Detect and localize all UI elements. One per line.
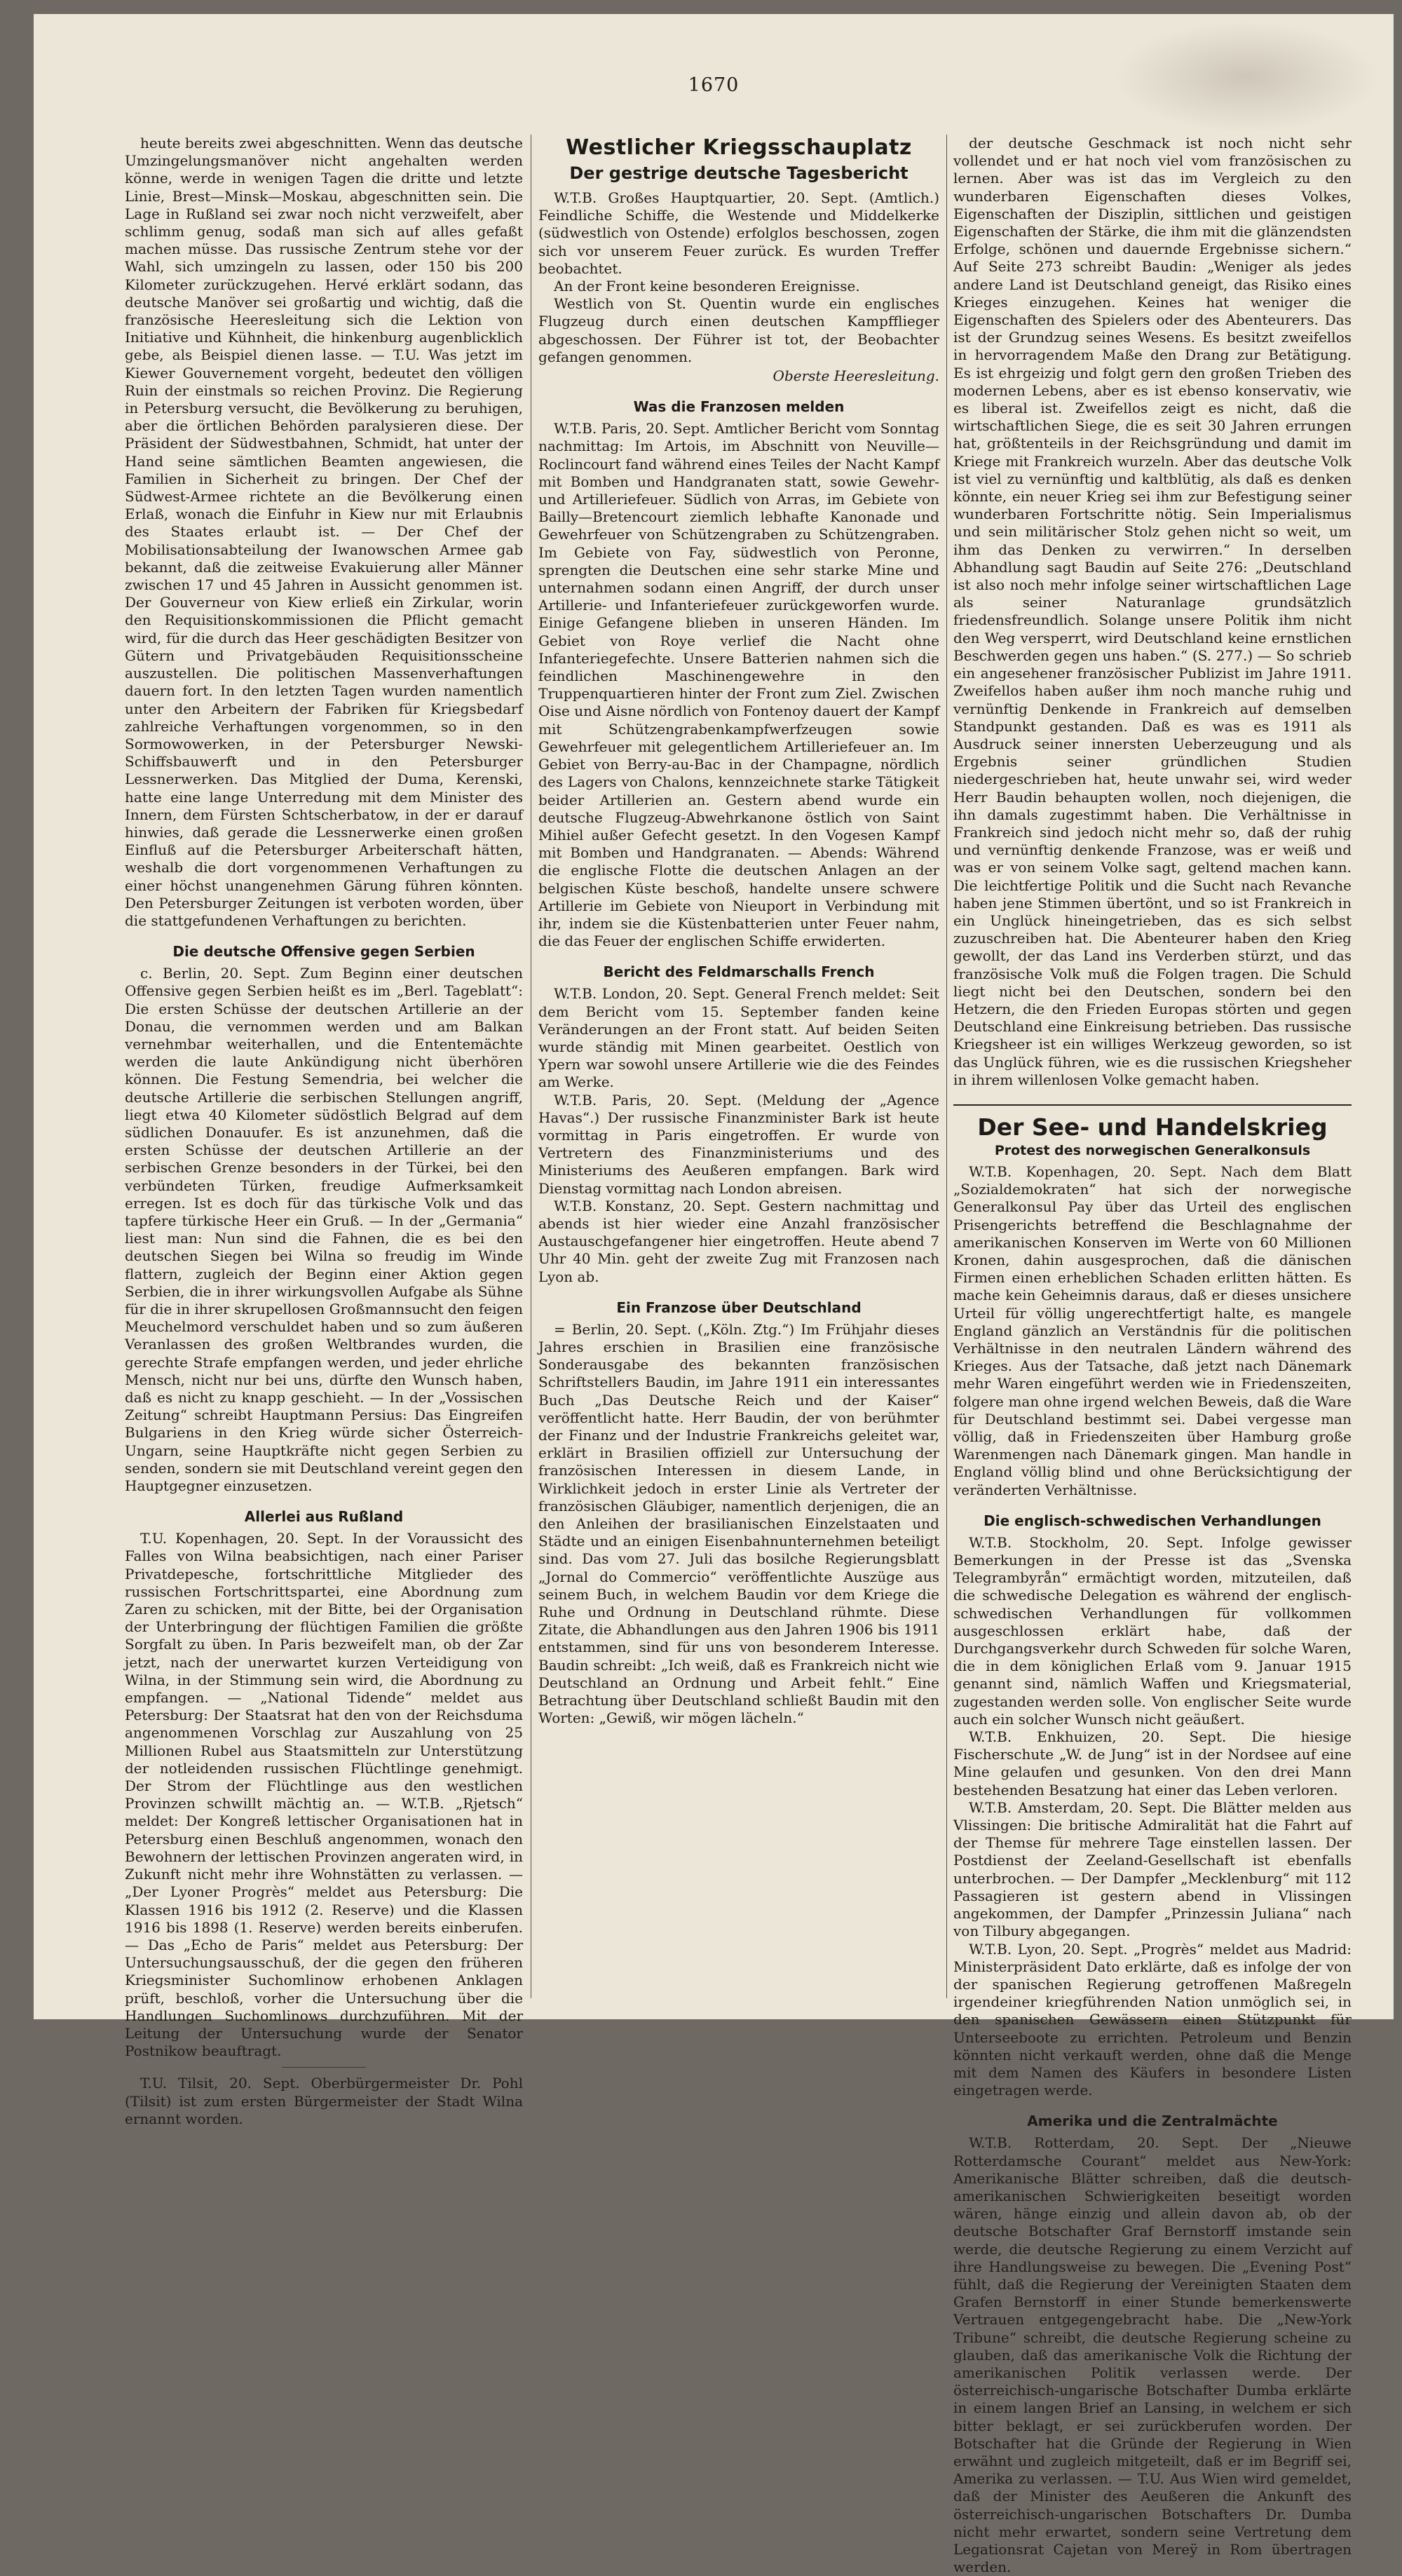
enkhuizen-text: W.T.B. Enkhuizen, 20. Sept. Die hiesige Fischerschute „W. de Jung“ ist in der Nordsee auf eine Mine gelaufen und gesunken. Von den drei Mann bestehenden Besatzung hat einer das Leben verloren. [953,1728,1352,1798]
headline-french-fieldmarshal: Bericht des Feldmarschalls French [603,963,875,981]
headline-french-report: Was die Franzosen melden [633,398,845,416]
amsterdam-text: W.T.B. Amsterdam, 20. Sept. Die Blätter melden aus Vlissingen: Die britische Admiralität hat die Fahrt auf der Themse für mehrere Tage einstellen lassen. Der Postdienst der Zeeland-Gesellschaft ist ebenfalls unterbrochen. — Der Dampfer „Mecklenburg“ mit 112 Passagieren ist gestern abend in Vlissingen angekommen, der Dampfer „Prinzessin Juliana“ nach von Tilbury abgegangen. [953,1798,1352,1940]
report-front-text: An der Front keine besonderen Ereignisse. [554,278,860,295]
newspaper-page [34,14,1394,2576]
french-report-text: W.T.B. Paris, 20. Sept. Amtlicher Bericht vom Sonntag nachmittag: Im Artois, im Abschnitt von Neuville—Roclincourt fand während eines Teiles der Nacht Kampf mit Bomben und Handgranaten statt, sowie Gewehr- und Artilleriefeuer. Südlich von Arras, im Gebiete von Bailly—Bretencourt ziemlich lebhafte Kanonade und Gewehrfeuer von Schützengraben zu Schützengraben. Im Gebiete von Fay, südwestlich von Peronne, sprengten die Deutschen eine sehr starke Mine und unternahmen sodann einen Angriff, der durch unser Artillerie- und Infanteriefeuer zurückgeworfen wurde. Einige Gefangene blieben in unseren Händen. Im Gebiet von Roye verlief die Nacht ohne Infanteriegefechte. Unsere Batterien nahmen sich die feindlichen Maschinengewehre in den Truppenquartieren hinter der Front zum Ziel. Zwischen Oise und Aisne nördlich von Fontenoy dauert der Kampf mit Schützengrabenkampfwerfzeugen sowie Gewehrfeuer mit gelegentlichem Artilleriefeuer an. Im Gebiet von Berry-au-Bac in der Champagne, nördlich des Lagers von Chalons, kennzeichnete starke Tätigkeit beider Artillerien an. Gestern abend wurde ein deutsche Flugzeug-Abwehrkanone östlich von Saint Mihiel außer Gefecht gesetzt. In den Vogesen Kampf mit Bomben und Handgranaten. — Abends: Während die englische Flotte die deutschen Anlagen an der belgischen Küste beschoß, handelte unsere schwere Artillerie im Gebiete von Nieuport in Verbindung mit ihr, indem sie die Küstenbatterien unter Feuer nahm, die das Feuer der englischen Schiffe erwiderten. [538,420,939,950]
konstanz-text: W.T.B. Konstanz, 20. Sept. Gestern nachmittag und abends ist hier wieder eine Anzahl französischer Austauschgefangener hier eingetroffen. Heute abend 7 Uhr 40 Min. geht der zweite Zug mit Franzosen nach Lyon ab. [538,1197,939,1285]
bark-paris-text: W.T.B. Paris, 20. Sept. (Meldung der „Agence Havas“.) Der russische Finanzminister Bark ist heute vormittag in Paris eingetroffen. Er wurde von Vertretern des Finanzministeriums und des Ministeriums des Aeußeren empfangen. Bark wird Dienstag vormittag nach London abreisen. [538,1091,939,1197]
headline-allerlei-russland: Allerlei aus Rußland [244,1508,404,1526]
separator [282,2067,366,2068]
report-flugzeug-text: Westlich von St. Quentin wurde ein englisches Flugzeug durch einen deutschen Kampfflieger abgeschossen. Der Führer ist tot, der Beobachter gefangen genommen. [538,295,939,365]
report-ships-text: W.T.B. Großes Hauptquartier, 20. Sept. (Amtlich.) Feindliche Schiffe, die Westende und Middelkerke (südwestlich von Ostende) erfolglos beschossen, zogen sich vor unserem Feuer zurück. Es wurden Treffer beobachtet. [538,189,939,277]
baudin-continued-text: der deutsche Geschmack ist noch nicht sehr vollendet und er hat noch viel vom französischen zu lernen. Aber was ist das im Vergleich zu den wunderbaren Eigenschaften dieses Volkes, Eigenschaften der Disziplin, sittlichen und geistigen Eigenschaften der Stärke, die ihm mit die glänzendsten Erfolge, schönen und dauernde Ergebnisse sichern.“ Auf Seite 273 schreibt Baudin: „Weniger als jedes andere Land ist Deutschland geneigt, das Risiko eines Krieges einzugehen. Keines hat weniger die Eigenschaften des Spielers oder des Abenteurers. Das ist der Grundzug seines Wesens. Es besitzt zweifellos in hervorragendem Maße den Drang zur Betätigung. Es ist ehrgeizig und folgt gern den großen Trieben des modernen Lebens, aber es ist ebenso konservativ, wie es liberal ist. Zweifellos zeigt es nicht, daß die wirtschaftlichen Siege, die es seit 30 Jahren errungen hat, größtenteils in der Reichsgründung und damit im Kriege mit Frankreich wurzeln. Aber das deutsche Volk ist viel zu vernünftig und kaltblütig, als daß es denken könnte, ein neuer Krieg sei ihm zur Befestigung seiner wunderbaren Fortschritte nötig. Sein Imperialismus und sein militärischer Stolz gehen nicht so weit, um ihm das Denken zu verwirren.“ In derselben Abhandlung sagt Baudin auf Seite 276: „Deutschland ist also noch mehr infolge seiner wirtschaftlichen Lage als seiner Naturanlage grundsätzlich friedensfreundlich. Solange unsere Politik ihm nicht den Weg versperrt, wird Deutschland keine ernstlichen Beschwerden gegen uns haben.“ (S. 277.) — So schrieb ein angesehener französischer Publizist im Jahre 1911. Zweifellos haben außer ihm noch manche ruhig und vernünftig Denkende in Frankreich auf demselben Standpunkt gestanden. Daß es was es 1911 als Ausdruck seiner innersten Ueberzeugung und als Ergebnis seiner gründlichen Studien niedergeschrieben hat, heute unwahr sei, wird weder Herr Baudin behaupten wollen, noch diejenigen, die ihn damals zugestimmt haben. Die Verhältnisse in Frankreich sind jedoch nicht mehr so, daß der ruhig und vernünftig denkende Franzose, was er weiß und was er von seinem Volke sagt, geltend machen kann. Die leichtfertige Politik und die Sucht nach Revanche haben jene Stimmen übertönt, und so ist Frankreich in ein Unglück hineingetrieben, das es sich selbst zuzuschreiben hat. Die Abenteurer haben den Krieg gewollt, der das Land ins Verderben stürzt, und das französische Volk muß die Folgen tragen. Die Schuld liegt nicht bei den Deutschen, sondern bei den Hetzern, die den Frieden Europas störten und gegen Deutschland eine Einkreisung betrieben. Das russische Kriegsheer ist ein williges Werkzeug geworden, so ist das Unglück führen, wie es die russischen Kriegsheher in ihrem willenlosen Volke gemacht haben. [953,135,1352,1088]
subheadline-daily-report: Der gestrige deutsche Tagesbericht [569,163,908,183]
article-serbia-text: c. Berlin, 20. Sept. Zum Beginn einer deutschen Offensive gegen Serbien heißt es im „Berl. Tageblatt“: Die ersten Schüsse der deutschen Artillerie an der Donau, die vernommen werden und am Balkan vernehmbar weiterhallen, und die Ententemächte werden die laute Ankündigung nicht überhören können. Die Festung Semendria, bei welcher die deutsche Artillerie die serbischen Stellungen angriff, liegt etwa 40 Kilometer südöstlich Belgrad auf dem südlichen Donauufer. Es ist anzunehmen, daß die ersten Schüsse der deutschen Artillerie an der serbischen Grenze besonders in der Türkei, bei den verbündeten Türken, freudige Aufmerksamkeit erregen. Ist es doch für das türkische Volk und das tapfere türkische Heer ein Gruß. — In der „Germania“ liest man: Nun sind die Fahnen, die es bei den deutschen Siegen bei Wilna so freudig im Winde flattern, zugleich der Beginn einer Aktion gegen Serbien, die in ihrer wirkungsvollen Aufgabe als Sühne für die in ihrer skrupellosen Großmannsucht den feigen Meuchelmord verschuldet haben und so zum äußeren Veranlassen des großen Weltbrandes wurden, die gerechte Strafe empfangen werden, und jeder ehrliche Mensch, nicht nur bei uns, dürfte den Wunsch haben, daß es nicht zu knapp geschieht. — In der „Vossischen Zeitung“ schreibt Hauptmann Persius: Das Eingreifen Bulgariens in den Krieg würde sicher Österreich-Ungarn, seine Hauptkräfte nicht gegen Serbien zu senden, sondern sie mit Deutschland vereint gegen den Hauptgegner einzusetzen. [125,965,523,1495]
headline-offensive-serbia: Die deutsche Offensive gegen Serbien [172,943,475,961]
article-tilsit-text: T.U. Tilsit, 20. Sept. Oberbürgermeister Dr. Pohl (Tilsit) ist zum ersten Bürgermeister der Stadt Wilna ernannt worden. [125,2075,523,2127]
swedish-negotiations-text: W.T.B. Stockholm, 20. Sept. Infolge gewisser Bemerkungen in der Presse ist das „Svenska Telegrambyrån“ ermächtigt worden, mitzuteilen, daß die schwedische Delegation es während der englisch-schwedischen Verhandlungen für vollkommen ausgeschlossen erklärt habe, daß der Durchgangsverkehr durch Schweden für solche Waren, die in dem königlichen Erlaß vom 9. Januar 1915 genannt sind, nämlich Waffen und Kriegsmaterial, zugestanden werden solle. Von englischer Seite wurde auch ein solcher Wunsch nicht geäußert. [953,1533,1352,1728]
headline-sea-trade-war: Der See- und Handelskrieg [953,1104,1352,1142]
page-number: 1670 [688,74,740,96]
headline-western-front: Westlicher Kriegsschauplatz [566,135,912,160]
column-right [953,135,1352,2576]
baudin-article-text: = Berlin, 20. Sept. („Köln. Ztg.“) Im Frühjahr dieses Jahres erschien in Brasilien eine französische Sonderausgabe des bekannten französischen Schriftstellers Baudin, im Jahre 1911 ein interessantes Buch „Das Deutsche Reich und der Kaiser“ veröffentlicht hatte. Herr Baudin, der von berühmter der Finanz und der Industrie Frankreichs geleitet war, erklärt in Brasilien offiziell zur Untersuchung der französischen Interessen in diesem Lande, in Wirklichkeit jedoch in erster Linie als Vertreter der französischen Gläubiger, namentlich derjenigen, die an den Anleihen der brasilianischen Einzelstaaten und Städte und an einigen Eisenbahnunternehmen beteiligt sind. Das vom 27. Juli das bosilche Regierungsblatt „Jornal do Commercio“ veröffentlichte Auszüge aus seinem Buch, in welchem Baudin vor dem Kriege die Ruhe und Ordnung in Deutschland rühmte. Diese Zitate, die Abhandlungen aus den Jahren 1906 bis 1911 entstammen, sind für uns von besonderem Interesse. Baudin schreibt: „Ich weiß, daß es Frankreich nicht wie Deutschland an Ordnung und Arbeit fehlt.“ Eine Betrachtung über Deutschland schließt Baudin mit den Worten: „Gewiß, wir mögen lächeln.“ [538,1320,939,1727]
report-signoff: Oberste Heeresleitung. [773,367,939,385]
lyon-madrid-text: W.T.B. Lyon, 20. Sept. „Progrès“ meldet aus Madrid: Ministerpräsident Dato erklärte, daß es infolge der von der spanischen Regierung getroffenen Maßregeln irgendeiner kriegführenden Nation unmöglich sei, in den spanischen Gewässern einen Stützpunkt für Unterseeboote zu errichten. Petroleum und Benzin könnten nicht verkauft werden, ohne daß die Menge mit dem Namen des Käufers in besondere Listen eingetragen werde. [953,1940,1352,2099]
article-russia-lines-text: heute bereits zwei abgeschnitten. Wenn das deutsche Umzingelungsmanöver nicht angehalten werden könne, werde in wenigen Tagen die dritte und letzte Linie, Brest—Minsk—Moskau, abgeschnitten sein. Die Lage in Rußland sei zwar noch nicht verzweifelt, aber schlimm genug, sodaß man sich auf alles gefaßt machen müsse. Das russische Zentrum stehe vor der Wahl, sich umzingeln zu lassen, oder 150 bis 200 Kilometer zurückzugehen. Hervé erklärt sodann, das deutsche Manöver sei großartig und wichtig, daß die französische Heeresleitung sich die Lektion von Initiative und Kühnheit, die hinkenburg augenblicklich gebe, als Beispiel dienen lasse. — T.U. Was jetzt im Kiewer Gouvernement vorgeht, bedeutet den völligen Ruin der einstmals so reichen Provinz. Die Regierung in Petersburg versucht, die Bevölkerung zu beruhigen, aber die örtlichen Behörden paralysieren diese. Der Präsident der Südwestbahnen, Schmidt, hat unter der Hand seine sämtlichen Beamten angewiesen, die Familien in Sicherheit zu bringen. Der Chef der Südwest-Armee richtete an die Bevölkerung einen Erlaß, wonach die Einfuhr in Kiew nur mit Erlaubnis des Staates erlaubt ist. — Der Chef der Mobilisationsabteilung der Iwanowschen Armee gab bekannt, daß die zeitweise Evakuierung aller Männer zwischen 17 und 45 Jahren in Aussicht genommen ist. Der Gouverneur von Kiew erließ ein Zirkular, worin den Requisitionskommissionen die Pflicht gemacht wird, für die durch das Heer geschädigten Besitzer von Gütern und Privatgebäuden Requisitionsscheine auszustellen. Die politischen Massenverhaftungen dauern fort. In den letzten Tagen wurden namentlich unter den Arbeitern der Fabriken für Kriegsbedarf zahlreiche Verhaftungen vorgenommen, so in den Sormowowerken, in der Petersburger Newski-Schiffsbauwerft und in den Petersburger Lessnerwerken. Das Mitglied der Duma, Kerenski, hatte eine lange Unterredung mit dem Minister des Innern, dem Fürsten Schtscherbatow, in der er darauf hinwies, daß gerade die Lessnerwerke einen großen Einfluß auf die Petersburger Arbeiterschaft hätten, weshalb die dort vorgenommenen Verhaftungen zu einer höchst unangenehmen Gärung führen könnten. Den Petersburger Zeitungen ist verboten worden, über die stattgefundenen Verhaftungen zu berichten. [125,135,523,929]
headline-frenchman-germany: Ein Franzose über Deutschland [616,1299,862,1316]
norwegian-protest-text: W.T.B. Kopenhagen, 20. Sept. Nach dem Blatt „Sozialdemokraten“ hat sich der norwegische Generalkonsul Pay über das Urteil des englischen Prisengerichts betreffend die Beschlagnahme der amerikanischen Konserven im Werte von 60 Millionen Kronen, dahin ausgesprochen, daß die dänischen Firmen einen erheblichen Schaden erlitten hätten. Es mache kein Geheimnis daraus, daß er dieses unsichere Urteil für völlig ungerechtfertigt halte, es mangele England gänzlich an Verständnis für die politischen Verhältnisse in den neutralen Ländern während des Krieges. Aus der Tatsache, daß jetzt nach Dänemark mehr Waren eingeführt werden wie in Friedenszeiten, folgere man ohne irgend welchen Beweis, daß die Ware für Deutschland bestimmt sei. Dabei vergesse man völlig, daß in Friedenszeiten über Hamburg große Warenmengen nach Dänemark gingen. Man handle in England völlig blind und ohne Berücksichtigung der veränderten Verhältnisse. [953,1162,1352,1498]
subheadline-norwegian-protest: Protest des norwegischen Generalkonsuls [994,1142,1311,1158]
column-middle [538,135,939,2005]
headline-swedish-negotiations: Die englisch-schwedischen Verhandlungen [984,1512,1321,1529]
headline-america-central-powers: Amerika und die Zentralmächte [1027,2113,1278,2130]
america-text: W.T.B. Rotterdam, 20. Sept. Der „Nieuwe Rotterdamsche Courant“ meldet aus New-York: Amerikanische Blätter schreiben, daß die deutsch-amerikanischen Schwierigkeiten beseitigt worden wären, hänge einzig und allein davon ab, ob der deutsche Botschafter Graf Bernstorff imstande sein werde, die deutsche Regierung zu einem Verzicht auf ihre Handlungsweise zu bewegen. Die „Evening Post“ fühlt, daß die Regierung der Vereinigten Staaten dem Grafen Bernstorff in einer Stunde bemerkenswerte Vertrauen entgegengebracht habe. Die „New-York Tribune“ schreibt, die deutsche Regierung scheine zu glauben, daß das amerikanische Volk die Richtung der amerikanischen Politik verlassen werde. Der österreichisch-ungarische Botschafter Dumba erklärte in einem langen Brief an Lansing, in welchem er sich bitter beklagt, er sei zurückberufen worden. Der Botschafter hat die Gründe der Regierung in Wien erwähnt und zugleich mitgeteilt, daß er im Begriff sei, Amerika zu verlassen. — T.U. Aus Wien wird gemeldet, daß der Minister des Aeußeren die Ankunft des österreichisch-ungarischen Botschafters Dr. Dumba nicht mehr erwartet, sondern seine Vertretung dem Legationsrat Cajetan von Mereÿ in Rom übertragen werden. [953,2134,1352,2576]
column-left [125,135,523,2127]
article-russland-text: T.U. Kopenhagen, 20. Sept. In der Voraussicht des Falles von Wilna beabsichtigen, nach einer Pariser Privatdepesche, fortschrittliche Mitglieder des russischen Fortschrittspartei, eine Abordnung zum Zaren zu schicken, mit der Bitte, bei der Organisation der Unterbringung der flüchtigen Familien die größte Sorgfalt zu üben. In Paris bezweifelt man, ob der Zar jetzt, nach der unerwartet kurzen Verteidigung von Wilna, in der Stimmung sein wird, die Abordnung zu empfangen. — „National Tidende“ meldet aus Petersburg: Der Staatsrat hat den von der Reichsduma angenommenen Vorschlag zur Auszahlung von 25 Millionen Rubel aus Staatsmitteln zur Unterstützung der notleidenden russischen Flüchtlinge genehmigt. Der Strom der Flüchtlinge aus den westlichen Provinzen schwillt mächtig an. — W.T.B. „Rjetsch“ meldet: Der Kongreß lettischer Organisationen hat in Petersburg einen Beschluß angenommen, wonach den Bewohnern der lettischen Provinzen angeraten wird, in Zukunft nicht mehr ihre Wohnstätten zu verlassen. — „Der Lyoner Progrès“ meldet aus Petersburg: Die Klassen 1916 bis 1912 (2. Reserve) und die Klassen 1916 bis 1898 (1. Reserve) werden bereits einberufen. — Das „Echo de Paris“ meldet aus Petersburg: Der Untersuchungsausschuß, der die gegen den früheren Kriegsminister Suchomlinow erhobenen Anklagen prüft, beschloß, vorher die Untersuchung über die Handlungen Suchomlinows durchzuführen. Mit der Leitung der Untersuchung wurde der Senator Postnikow beauftragt. [125,1530,523,2060]
french-fieldmarshal-text: W.T.B. London, 20. Sept. General French meldet: Seit dem Bericht vom 15. September fanden keine Veränderungen an der Front statt. Auf beiden Seiten wurde ständig mit Minen gearbeitet. Oestlich von Ypern war sowohl unsere Artillerie wie die des Feindes am Werke. [538,985,939,1091]
column-rule-2 [946,135,947,1998]
